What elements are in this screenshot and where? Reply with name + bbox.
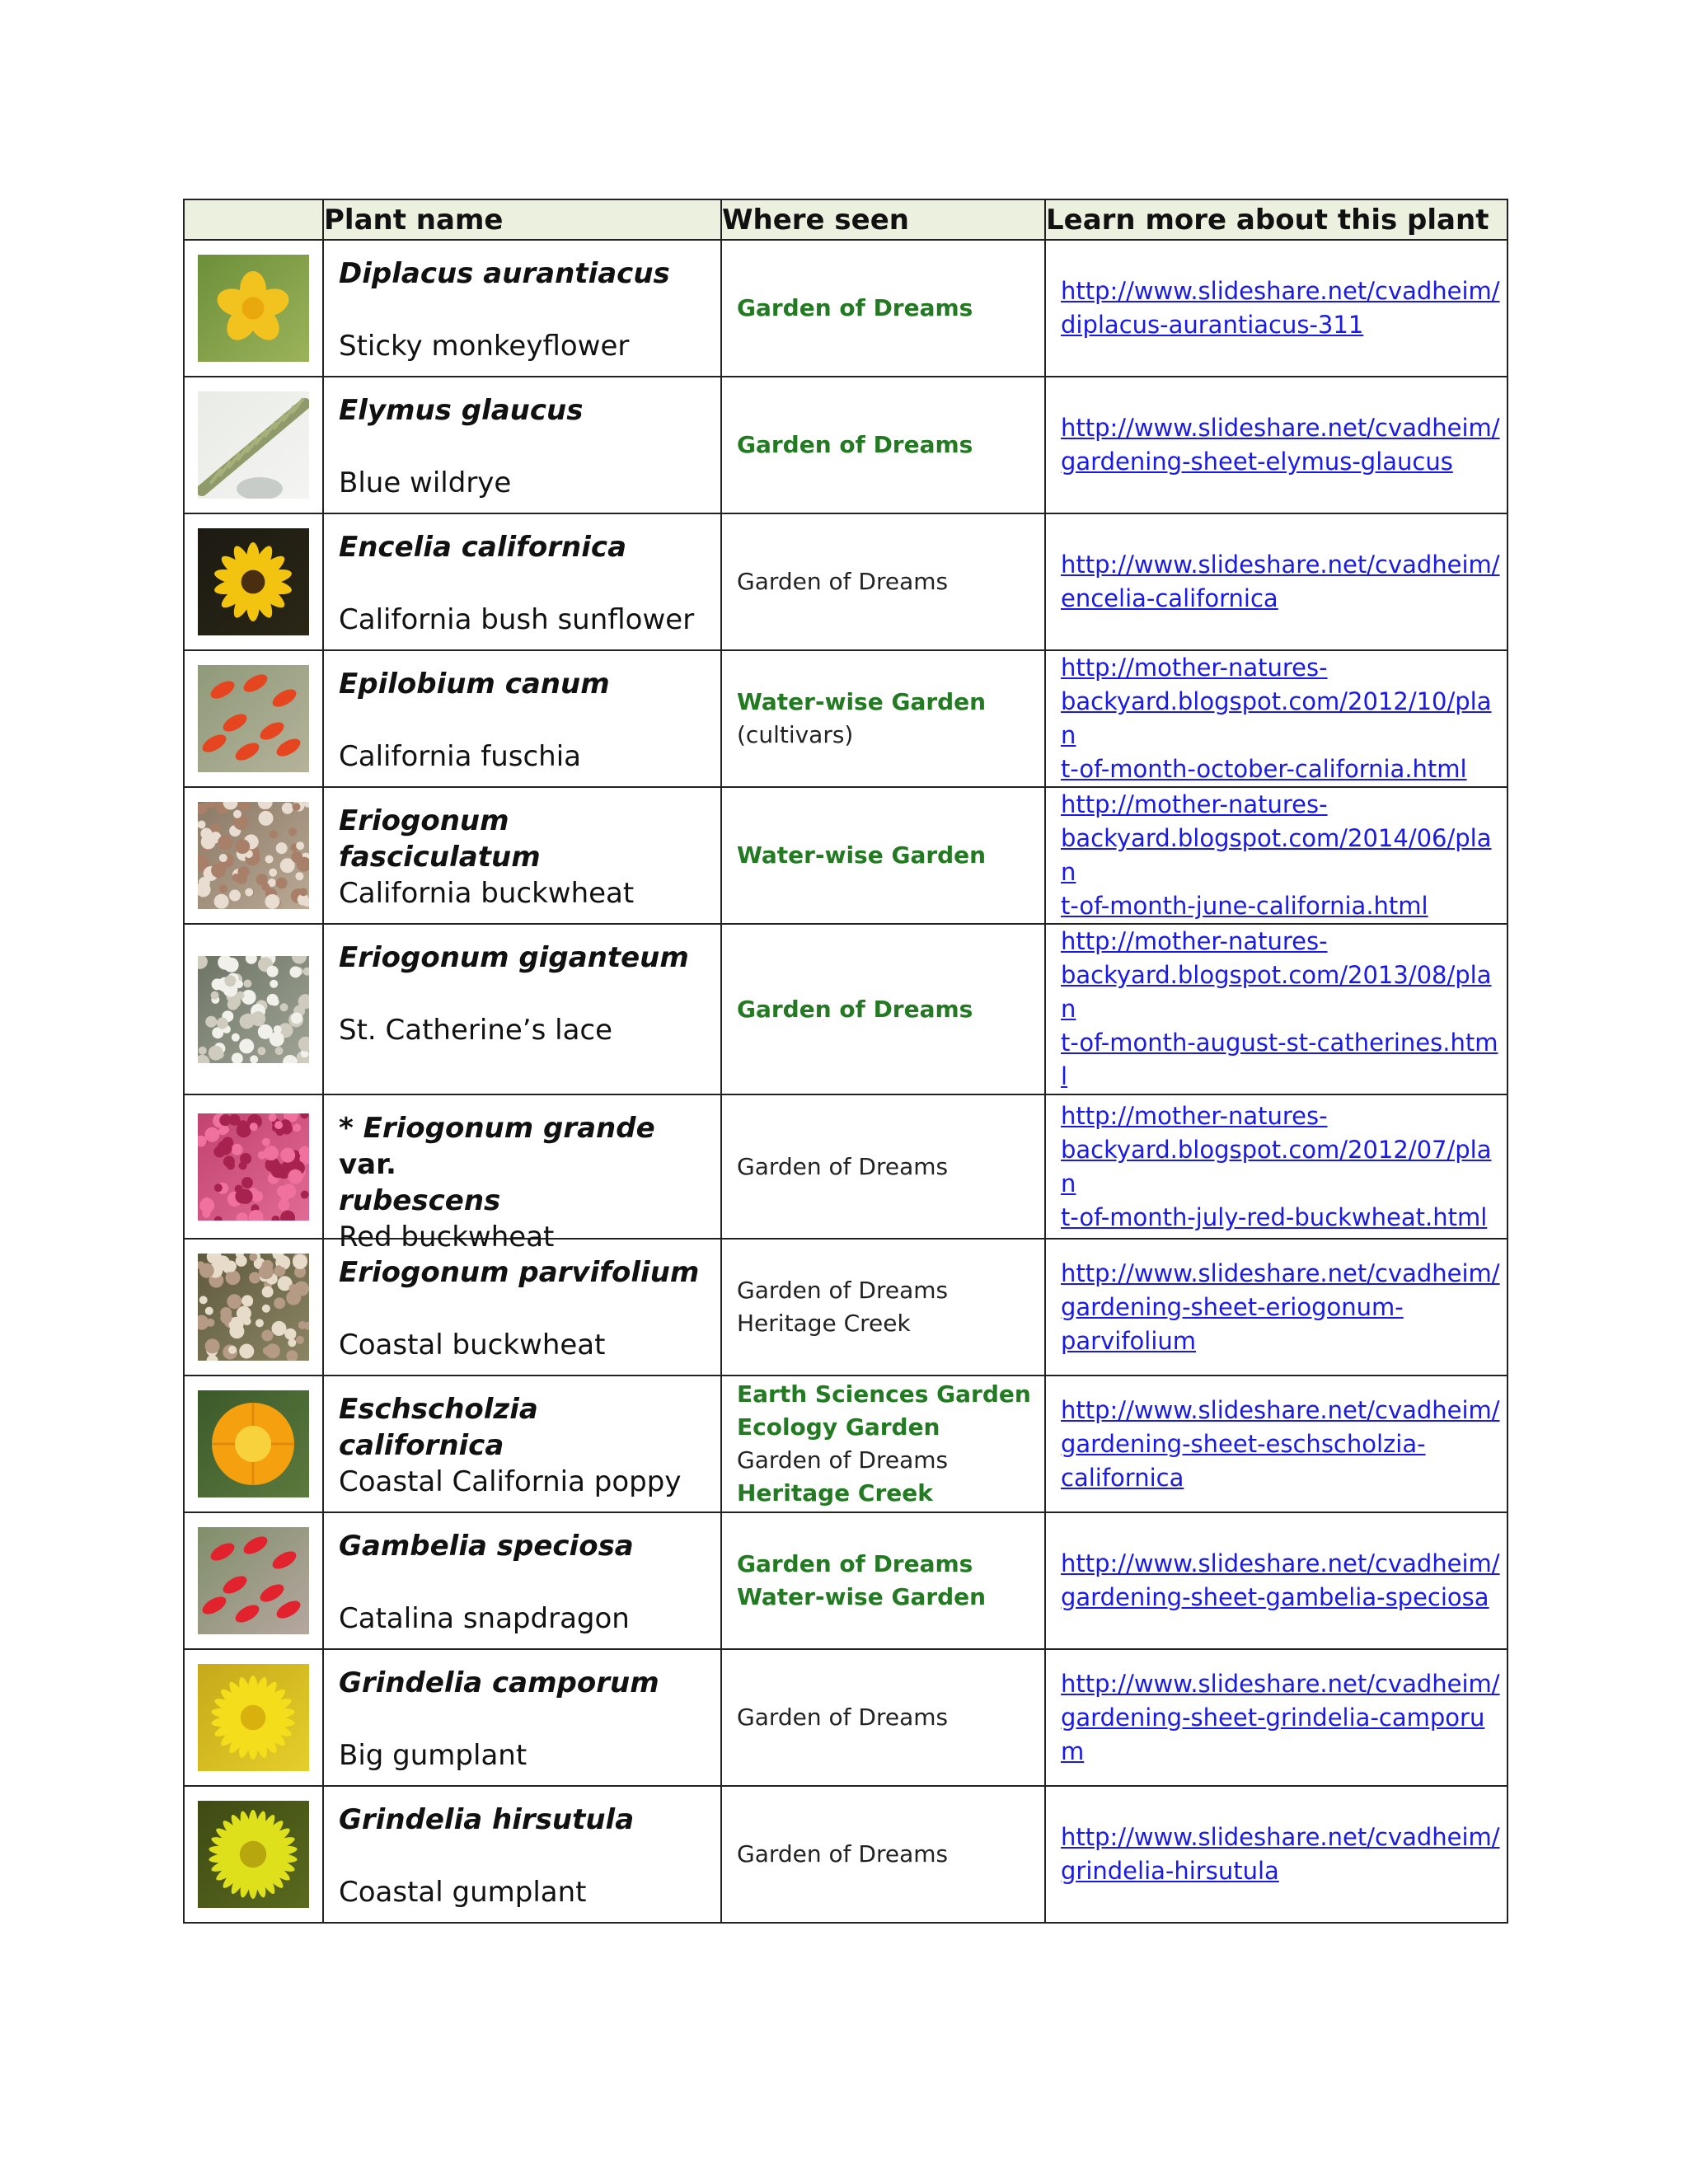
link-text-line: t-of-month-june-california.html (1061, 892, 1428, 920)
plant-photo-cell (184, 1512, 323, 1649)
scientific-name (339, 1381, 710, 1464)
plant-name-wrap (339, 519, 710, 643)
where-seen-cell (721, 1376, 1045, 1512)
scientific-name (339, 382, 710, 429)
learn-more-cell (1045, 1239, 1507, 1376)
coastal-buckwheat-photo (198, 1254, 309, 1361)
plant-name-cell (323, 377, 721, 513)
scientific-name (339, 793, 710, 875)
plant-photo-cell (184, 1786, 323, 1923)
table-row (184, 1512, 1507, 1649)
table-row (184, 787, 1507, 924)
link-text-line: t-of-month-july-red-buckwheat.html (1061, 1202, 1488, 1231)
table-row (184, 1239, 1507, 1376)
link-text-line: http://www.slideshare.net/cvadheim/ (1061, 414, 1500, 442)
common-name: St. Catherine’s lace (339, 1014, 613, 1047)
where-seen-cell (721, 240, 1045, 377)
scientific-name (339, 1244, 710, 1291)
coastal-gumplant-photo (198, 1801, 309, 1908)
learn-more-cell (1045, 240, 1507, 377)
table-row (184, 924, 1507, 1094)
link-text-line: t-of-month-august-st-catherines.html (1061, 1029, 1498, 1090)
common-name: California fuschia (339, 740, 582, 773)
table-row (184, 1786, 1507, 1923)
scientific-name-text: Diplacus aurantiacus (339, 257, 670, 290)
link-text-line: http://www.slideshare.net/cvadheim/ (1061, 1395, 1500, 1424)
plant-name-cell (323, 240, 721, 377)
table-row (184, 240, 1507, 377)
plant-photo-cell (184, 787, 323, 924)
garden-location: Garden of Dreams (737, 1152, 949, 1180)
link-text-line: http://mother-natures- (1061, 1101, 1328, 1130)
scientific-name-text: * Eriogonum grande (339, 1112, 655, 1145)
learn-more-cell (1045, 377, 1507, 513)
garden-location: Water-wise Garden (737, 688, 987, 715)
link-text-line: californica (1061, 1463, 1184, 1492)
garden-location: Garden of Dreams (737, 1704, 949, 1731)
red-buckwheat-photo (198, 1113, 309, 1221)
learn-more-cell (1045, 787, 1507, 924)
link-text-line: gardening-sheet-grindelia-camporum (1061, 1703, 1485, 1765)
plant-name-wrap (339, 656, 710, 780)
plant-photo-cell (184, 650, 323, 787)
plant-info-link[interactable] (1061, 274, 1502, 342)
where-seen-cell (721, 1649, 1045, 1786)
scientific-name (339, 656, 710, 702)
scientific-name (339, 519, 710, 565)
header-plant-name: Plant name (323, 199, 721, 240)
link-text-line: http://www.slideshare.net/cvadheim/ (1061, 1549, 1500, 1577)
link-text-line: http://www.slideshare.net/cvadheim/ (1061, 1823, 1500, 1851)
common-name: Blue wildrye (339, 466, 512, 499)
table-row (184, 1649, 1507, 1786)
header-image-column (184, 199, 323, 240)
garden-location: Heritage Creek (737, 1479, 933, 1507)
garden-location: Garden of Dreams (737, 431, 973, 458)
garden-location: Garden of Dreams (737, 1277, 949, 1304)
scientific-name-line2: rubescens (339, 1184, 501, 1217)
scientific-name-var: var. (339, 1148, 396, 1181)
link-text-line: backyard.blogspot.com/2014/06/plan (1061, 824, 1492, 886)
where-seen-cell (721, 1786, 1045, 1923)
california-fuschia-photo (198, 665, 309, 772)
plant-name-cell (323, 1649, 721, 1786)
plant-name-cell (323, 924, 721, 1094)
learn-more-cell (1045, 1649, 1507, 1786)
plant-name-wrap (339, 1244, 710, 1368)
garden-location: Garden of Dreams (737, 294, 973, 321)
where-seen-cell (721, 513, 1045, 650)
plant-name-cell (323, 1512, 721, 1649)
plant-info-link[interactable] (1061, 1821, 1502, 1888)
link-text-line: http://mother-natures- (1061, 790, 1328, 818)
common-name: Coastal California poppy (339, 1465, 682, 1498)
where-seen-cell (721, 1094, 1045, 1239)
catalina-snapdragon-photo (198, 1527, 309, 1634)
where-seen-cell (721, 924, 1045, 1094)
scientific-name-text: Epilobium canum (339, 668, 610, 701)
plant-photo-cell (184, 513, 323, 650)
common-name: Sticky monkeyflower (339, 330, 630, 363)
table-body (184, 240, 1507, 1923)
plant-name-wrap (339, 930, 710, 1053)
plant-name-cell (323, 1376, 721, 1512)
scientific-name-text: Eriogonum fasciculatum (339, 804, 541, 874)
garden-location: Garden of Dreams (737, 1840, 949, 1868)
where-seen-cell (721, 377, 1045, 513)
plant-name-wrap (339, 1655, 710, 1779)
plant-name-wrap (339, 246, 710, 369)
garden-location: Water-wise Garden (737, 1583, 987, 1610)
link-text-line: diplacus-aurantiacus-311 (1061, 311, 1364, 339)
plant-photo-cell (184, 1239, 323, 1376)
garden-location: Garden of Dreams (737, 1446, 949, 1474)
table-row (184, 513, 1507, 650)
scientific-name (339, 1518, 710, 1564)
blue-wildrye-photo (198, 391, 309, 499)
link-text-line: http://www.slideshare.net/cvadheim/ (1061, 1258, 1500, 1287)
california-buckwheat-photo (198, 802, 309, 909)
table-header (184, 199, 1507, 240)
coastal-california-poppy-photo (198, 1390, 309, 1497)
learn-more-cell (1045, 1094, 1507, 1239)
learn-more-cell (1045, 924, 1507, 1094)
link-text-line: http://www.slideshare.net/cvadheim/ (1061, 1669, 1500, 1698)
plant-name-cell (323, 650, 721, 787)
plant-name-cell (323, 1239, 721, 1376)
plant-table (183, 199, 1508, 1924)
garden-location: (cultivars) (737, 721, 854, 748)
link-text-line: http://www.slideshare.net/cvadheim/ (1061, 277, 1500, 305)
scientific-name (339, 246, 710, 292)
where-seen-cell (721, 1239, 1045, 1376)
plant-name-wrap (339, 1100, 710, 1254)
sticky-monkeyflower-photo (198, 255, 309, 362)
link-text-line: backyard.blogspot.com/2012/07/plan (1061, 1135, 1492, 1197)
where-seen-cell (721, 1512, 1045, 1649)
common-name: Red buckwheat (339, 1221, 555, 1254)
plant-name-cell (323, 1786, 721, 1923)
scientific-name-text: Elymus glaucus (339, 394, 584, 427)
link-text-line: gardening-sheet-eriogonum- (1061, 1292, 1404, 1321)
plant-info-link[interactable] (1061, 788, 1502, 923)
plant-name-cell (323, 1094, 721, 1254)
garden-location: Garden of Dreams (737, 1550, 973, 1577)
scientific-name-text: Eriogonum giganteum (339, 941, 689, 974)
table-row (184, 377, 1507, 513)
california-bush-sunflower-photo (198, 528, 309, 635)
learn-more-cell (1045, 650, 1507, 787)
scientific-name-text: Eriogonum parvifolium (339, 1256, 700, 1289)
plant-name-wrap (339, 1381, 710, 1505)
common-name: Coastal buckwheat (339, 1329, 606, 1361)
plant-info-link[interactable] (1061, 411, 1502, 479)
link-text-line: t-of-month-october-california.html (1061, 755, 1467, 783)
common-name: California bush sunflower (339, 603, 695, 636)
plant-info-link[interactable] (1061, 651, 1502, 786)
scientific-name-text: Grindelia camporum (339, 1666, 659, 1699)
learn-more-cell (1045, 1786, 1507, 1923)
garden-location: Water-wise Garden (737, 841, 987, 869)
plant-name-wrap (339, 1792, 710, 1915)
plant-photo-cell (184, 377, 323, 513)
link-text-line: grindelia-hirsutula (1061, 1857, 1279, 1885)
link-text-line: http://mother-natures- (1061, 654, 1328, 682)
link-text-line: http://www.slideshare.net/cvadheim/ (1061, 551, 1500, 579)
link-text-line: encelia-californica (1061, 584, 1278, 612)
common-name: Catalina snapdragon (339, 1602, 630, 1635)
scientific-name (339, 930, 710, 976)
learn-more-cell (1045, 513, 1507, 650)
plant-name-cell (323, 513, 721, 650)
where-seen-cell (721, 650, 1045, 787)
plant-info-link[interactable] (1061, 1099, 1502, 1235)
plant-photo-cell (184, 1094, 323, 1239)
plant-photo-cell (184, 1376, 323, 1512)
scientific-name (339, 1100, 710, 1219)
link-text-line: backyard.blogspot.com/2013/08/plan (1061, 961, 1492, 1023)
plant-info-link[interactable] (1061, 925, 1502, 1094)
plant-name-wrap (339, 793, 710, 916)
plant-name-cell (323, 787, 721, 924)
plant-name-wrap (339, 1518, 710, 1642)
scientific-name-text: Encelia californica (339, 531, 627, 564)
garden-location: Garden of Dreams (737, 568, 949, 595)
where-seen-cell (721, 787, 1045, 924)
scientific-name-text: Grindelia hirsutula (339, 1803, 635, 1836)
plant-info-link[interactable] (1061, 1394, 1502, 1495)
st-catherines-lace-photo (198, 956, 309, 1063)
scientific-name-text: Eschscholzia californica (339, 1393, 538, 1462)
big-gumplant-photo (198, 1664, 309, 1771)
link-text-line: gardening-sheet-elymus-glaucus (1061, 448, 1453, 476)
link-text-line: backyard.blogspot.com/2012/10/plan (1061, 687, 1492, 749)
table-row (184, 1094, 1507, 1239)
header-learn-more: Learn more about this plant (1045, 199, 1507, 240)
link-text-line: gardening-sheet-gambelia-speciosa (1061, 1583, 1489, 1611)
table-row (184, 1376, 1507, 1512)
plant-photo-cell (184, 1649, 323, 1786)
garden-location: Earth Sciences Garden (737, 1380, 1031, 1408)
plant-info-link[interactable] (1061, 548, 1502, 616)
common-name: Coastal gumplant (339, 1876, 587, 1909)
plant-info-link[interactable] (1061, 1257, 1502, 1358)
plant-info-link[interactable] (1061, 1547, 1502, 1615)
link-text-line: http://mother-natures- (1061, 927, 1328, 955)
common-name: California buckwheat (339, 877, 635, 910)
learn-more-cell (1045, 1376, 1507, 1512)
plant-photo-cell (184, 240, 323, 377)
garden-location: Garden of Dreams (737, 995, 973, 1023)
garden-location: Heritage Creek (737, 1310, 911, 1337)
learn-more-cell (1045, 1512, 1507, 1649)
plant-info-link[interactable] (1061, 1667, 1502, 1769)
garden-location: Ecology Garden (737, 1413, 940, 1441)
plant-photo-cell (184, 924, 323, 1094)
header-where-seen: Where seen (721, 199, 1045, 240)
common-name: Big gumplant (339, 1739, 528, 1772)
link-text-line: parvifolium (1061, 1326, 1197, 1355)
scientific-name-text: Gambelia speciosa (339, 1530, 634, 1563)
table-row (184, 650, 1507, 787)
link-text-line: gardening-sheet-eschscholzia- (1061, 1429, 1426, 1458)
plant-name-wrap (339, 382, 710, 506)
scientific-name (339, 1792, 710, 1838)
scientific-name (339, 1655, 710, 1701)
